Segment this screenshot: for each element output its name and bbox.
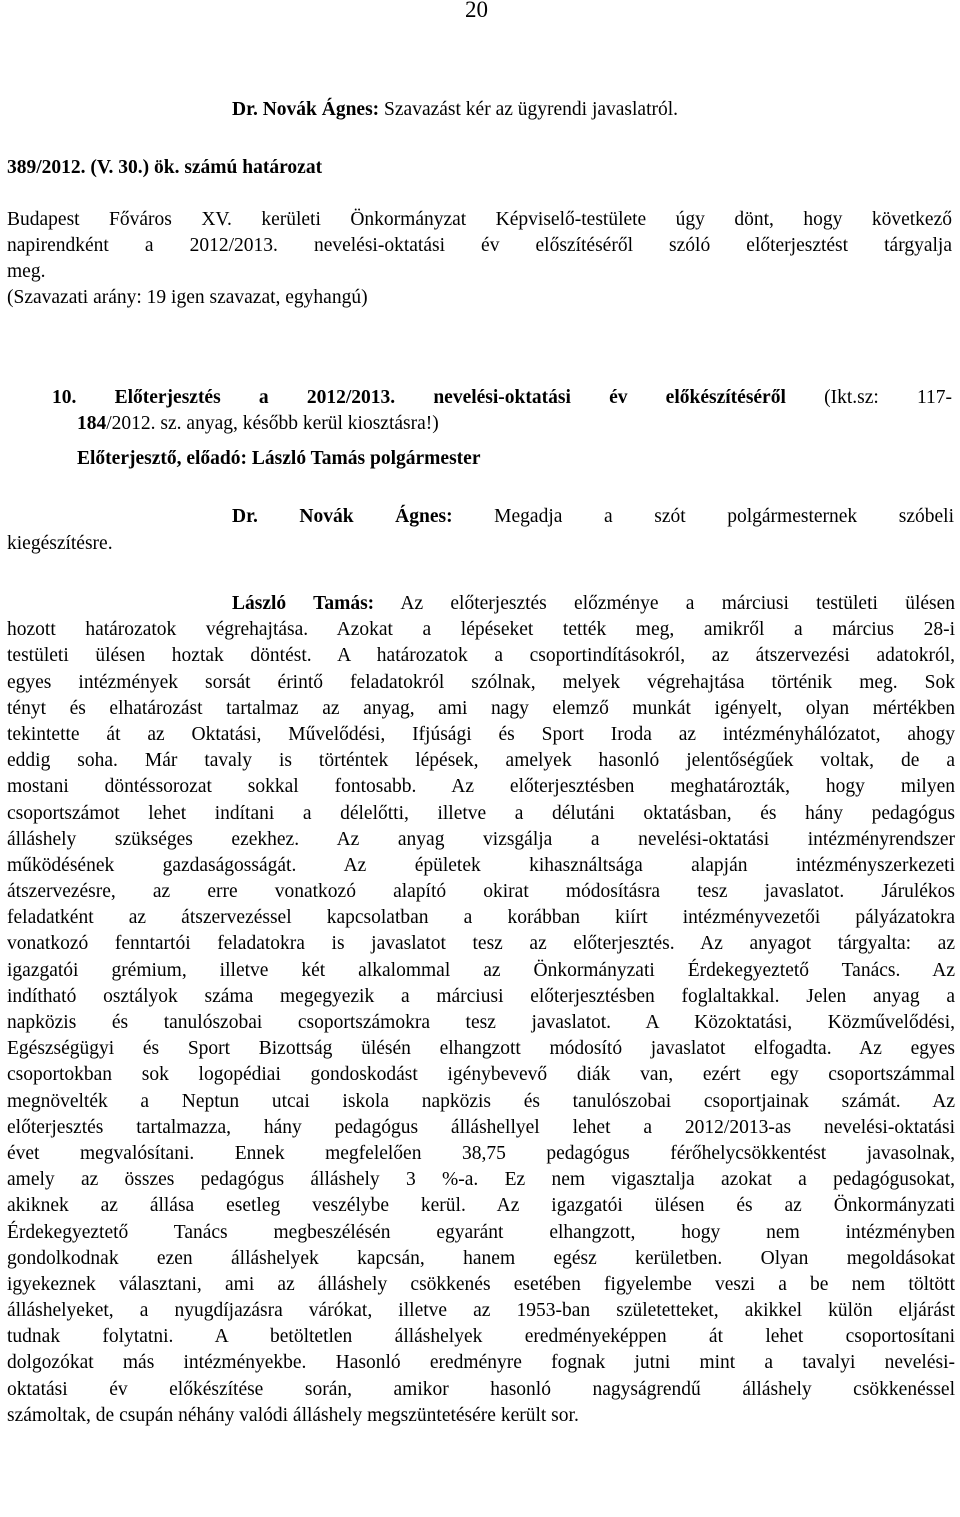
speech-line: megnövelték a Neptun utcai iskola napközis és tanulószobai csoportjainak számát. Az [7, 1090, 955, 1112]
vote-ratio: (Szavazati arány: 19 igen szavazat, egyhangú) [7, 287, 368, 308]
speech-line: átszervezésre, az erre vonatkozó alapító okirat módosításra tesz javaslatot. Járulékos [7, 881, 955, 903]
speech-line: igazgatói grémium, illetve két alkalommal az Önkormányzati Érdekegyeztető Tanács. Az [7, 959, 955, 981]
speech-line: vonatkozó fenntartói feladatokra is javaslatot tesz az előterjesztés. Az anyagot tárgyalta: az [7, 933, 955, 955]
motion-paragraph [232, 98, 678, 121]
speech-speaker: László Tamás: [232, 593, 375, 614]
speech-line: tényt és elhatározást tartalmaz az anyag, ami nagy elemző munkát igényelt, olyan mértékben [7, 697, 955, 719]
speech-line: tekintette át az Oktatási, Művelődési, Ifjúsági és Sport Iroda az intézményhálózatot, ahogy [7, 723, 955, 745]
speech-line: mostani döntéssorozat sokkal fontosabb. Az előterjesztésben meghatározták, hogy milyen [7, 776, 955, 798]
speaker2-text: Megadja a szót polgármesternek szóbeli [452, 506, 954, 527]
speech-line: álláshelyeket, a nyugdíjazásra várókat, illetve az 1953-ban születetteket, akikkel külön eljárást [7, 1300, 955, 1322]
speech-line: László Tamás: Az előterjesztés előzménye a márciusi testületi ülésen [232, 593, 956, 614]
speech-line: amely az összes pedagógus álláshely 3 %-a. Ez nem vigasztalja azokat a pedagógusokat, [7, 1169, 955, 1191]
speech-line: dolgozókat más intézményekbe. Hasonló eredményre fognak jutni mint a tavalyi nevelési- [7, 1352, 955, 1374]
decision-line: Budapest Főváros XV. kerületi Önkormányzat Képviselő-testülete úgy dönt, hogy következő [7, 209, 952, 230]
speech-line: tudnak folytatni. A betöltetlen álláshelyek eredményeképpen át lehet csoportosítani [7, 1326, 955, 1348]
speech-line: igyekeznek választani, ami az álláshely csökkenés esetében figyelembe veszi a be nem töltött [7, 1273, 955, 1295]
speech-line: egyes intézmények sorsát érintő feladatokról szólnak, melyek végrehajtása történik meg. Sok [7, 671, 955, 693]
speaker2-continuation: kiegészítésre. [7, 533, 113, 554]
speech-line: Egészségügyi és Sport Bizottság ülésén elhangzott módosító javaslatot elfogadta. Az egyes [7, 1038, 955, 1060]
agenda-number: 184 [77, 413, 107, 434]
speech-line: gondolkodnak ezen álláshelyek kapcsán, hanem egész kerületben. Olyan megoldásokat [7, 1247, 955, 1269]
speech-line: Érdekegyeztető Tanács megbeszélésén egyaránt elhangzott, hogy nem intézményben [7, 1221, 955, 1243]
speech-line: működésének gazdaságosságát. Az épületek kihasználtsága alapján intézményszerkezeti [7, 854, 955, 876]
speech-line: csoportokban sok logopédiai gondoskodást igénybevevő diák van, ezért egy csoportszámmal [7, 1064, 955, 1086]
motion-speaker: Dr. Novák Ágnes: [232, 99, 380, 120]
decision-line: meg. [7, 261, 46, 282]
speech-paragraph [7, 591, 955, 1429]
speech-line: előterjesztés tartalmazza, hány pedagógus álláshellyel lehet a 2012/2013-as nevelési-oktatási [7, 1116, 955, 1138]
speech-line: testületi ülésen hoztak döntést. A határozatok a csoportindításokról, az átszervezési adatokról, [7, 645, 955, 667]
presenter-line: Előterjesztő, előadó: László Tamás polgármester [77, 448, 481, 469]
decision-paragraph [7, 207, 952, 311]
motion-text: Szavazást kér az ügyrendi javaslatról. [379, 99, 679, 120]
speaker2-name: Dr. Novák Ágnes: [232, 506, 453, 527]
speech-line: hozott határozatok végrehajtása. Azokat a lépéseket tették meg, amikről a március 28-i [7, 619, 955, 641]
page-number: 20 [465, 0, 488, 22]
speech-line: évet megvalósítani. Ennek megfelelően 38,75 pedagógus férőhelycsökkentést javasolnak, [7, 1142, 955, 1164]
agenda-item [52, 385, 952, 437]
decision-line: napirendként a 2012/2013. nevelési-oktatási év előszítéséről szóló előterjesztést tárgyalja [7, 235, 952, 256]
agenda-note: /2012. sz. anyag, később kerül kiosztásra!) [106, 413, 439, 434]
speech-line: napközis és tanulószobai csoportszámokra tesz javaslatot. A Közoktatási, Közművelődési, [7, 1012, 955, 1033]
speech-line: csoportszámot lehet indítani a délelőtti, illetve a délutáni oktatásban, és hány pedagógus [7, 802, 955, 824]
resolution-title: 389/2012. (V. 30.) ök. számú határozat [7, 157, 323, 178]
speaker2-paragraph [232, 505, 954, 528]
agenda-line-2 [52, 411, 952, 437]
speech-line: feladatként az átszervezéssel kapcsolatban a korábban kiírt intézményvezetői pályázatokra [7, 907, 955, 929]
speech-line: oktatási év előkészítése során, amikor hasonló nagyságrendű álláshely csökkenéssel [7, 1378, 955, 1400]
speech-line: számoltak, de csupán néhány valódi álláshely megszüntetésére került sor. [7, 1404, 579, 1426]
speech-line: akiknek az állása esetleg veszélybe kerül. Az igazgatói ülésen és az Önkormányzati [7, 1195, 955, 1217]
speech-line: álláshely szükséges ezekhez. Az anyag vizsgálja a nevelési-oktatási intézményrendszer [7, 828, 955, 850]
agenda-line-1 [52, 385, 952, 411]
speech-line: indítható osztályok száma megegyezik a márciusi előterjesztésben foglaltakkal. Jelen anyag a [7, 985, 955, 1007]
speech-line: eddig soha. Már tavaly is történtek lépések, amelyek hasonló jelentőségűek voltak, de a [7, 750, 955, 772]
agenda-reference: (Ikt.sz: 117- [785, 387, 952, 408]
agenda-title: 10. Előterjesztés a 2012/2013. nevelési-oktatási év előkészítéséről [52, 387, 786, 408]
